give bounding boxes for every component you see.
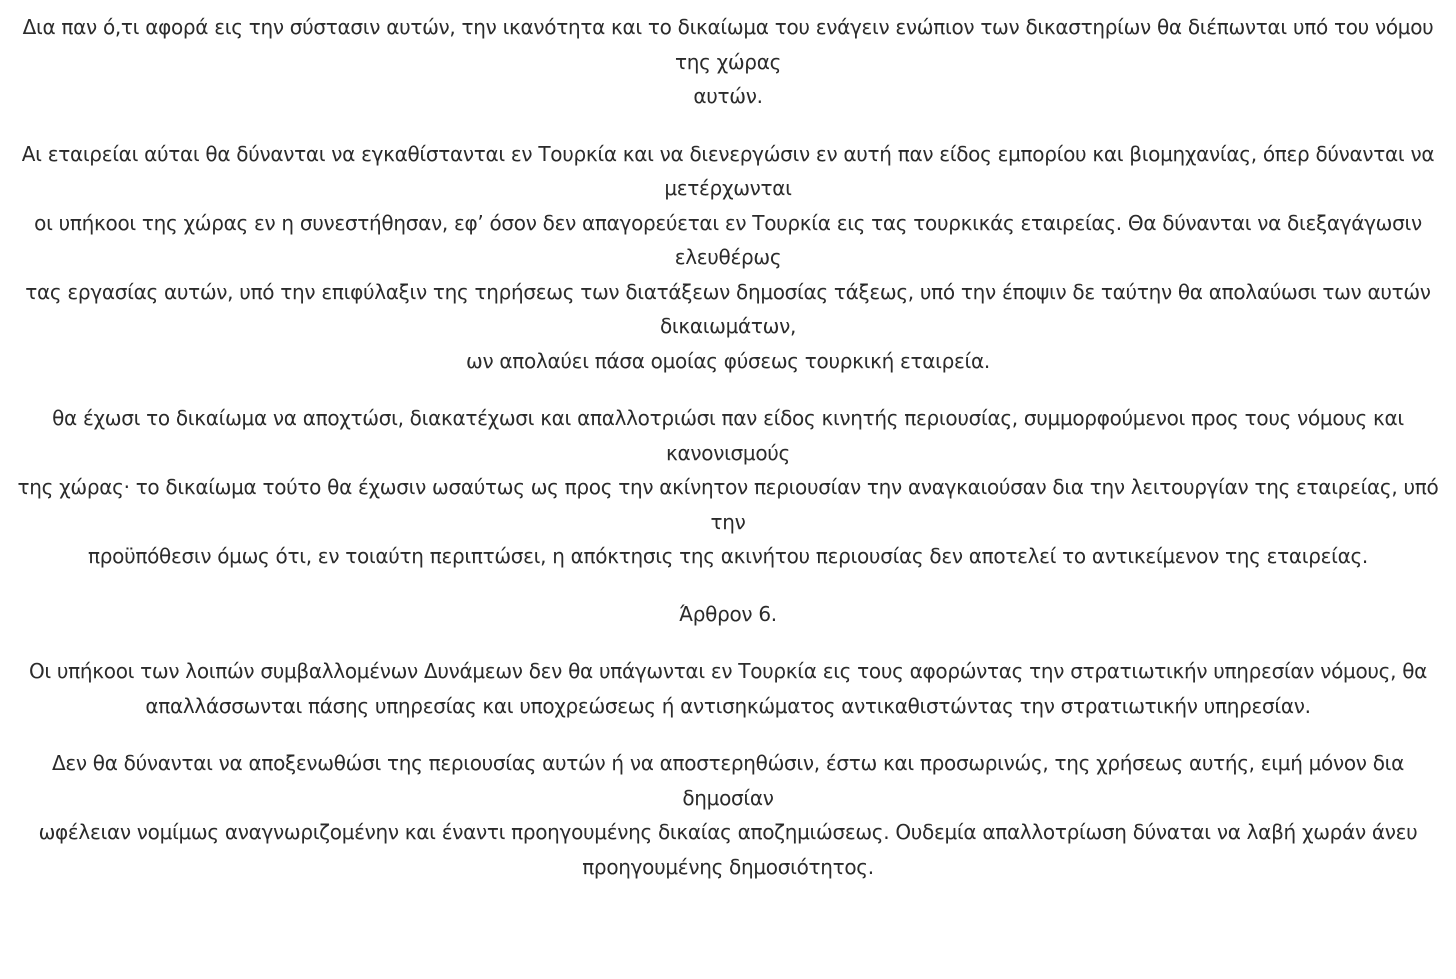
- article-heading: [6, 597, 1450, 632]
- text-line: τας εργασίας αυτών, υπό την επιφύλαξιν της τηρήσεως των διατάξεων δημοσίας τάξεως, υπό την έποψιν δε ταύτην θα απολαύωσι των αυτών δικαιωμάτων,: [25, 279, 1431, 338]
- text-line: προϋπόθεσιν όμως ότι, εν τοιαύτη περιπτώσει, η απόκτησις της ακινήτου περιουσίας δεν αποτελεί το αντικείμενον της εταιρείας.: [88, 544, 1368, 568]
- text-line: Οι υπήκοοι των λοιπών συμβαλλομένων Δυνάμεων δεν θα υπάγωνται εν Τουρκία εις τους αφορώντας την στρατιωτικήν υπηρεσίαν νόμους, θα: [28, 659, 1428, 683]
- paragraph-expropriation: [6, 746, 1450, 884]
- article-title: Άρθρον 6.: [679, 601, 777, 626]
- text-line: αυτών.: [693, 84, 763, 108]
- paragraph-military-service: [6, 654, 1450, 723]
- paragraph-establishment: [6, 137, 1450, 379]
- text-line: ων απολαύει πάσα ομοίας φύσεως τουρκική εταιρεία.: [466, 348, 990, 373]
- text-line: θα έχωσι το δικαίωμα να αποχτώσι, διακατέχωσι και απαλλοτριώσι παν είδος κινητής περιουσίας, συμμορφούμενοι προς τους νόμους και κανονισμούς: [52, 406, 1404, 465]
- paragraph-property-rights: [6, 401, 1450, 574]
- text-line: οι υπήκοοι της χώρας εν η συνεστήθησαν, εφ’ όσον δεν απαγορεύεται εν Τουρκία εις τας τουρκικάς εταιρείας. Θα δύνανται να διεξαγάγωσιν ελευθέρως: [34, 210, 1422, 269]
- paragraph-legal-capacity: [6, 10, 1450, 114]
- text-line: προηγουμένης δημοσιότητος.: [582, 854, 874, 879]
- text-line: απαλλάσσωνται πάσης υπηρεσίας και υποχρεώσεως ή αντισηκώματος αντικαθιστώντας την στρατιωτικήν υπηρεσίαν.: [145, 693, 1311, 718]
- text-line: Δεν θα δύνανται να αποξενωθώσι της περιουσίας αυτών ή να αποστερηθώσιν, έστω και προσωρινώς, της χρήσεως αυτής, ειμή μόνον δια δημοσίαν: [51, 751, 1405, 810]
- text-line: της χώρας· το δικαίωμα τούτο θα έχωσιν ωσαύτως ως προς την ακίνητον περιουσίαν την αναγκαιούσαν δια την λειτουργίαν της εταιρείας, υπό την: [17, 475, 1439, 534]
- text-line: ωφέλειαν νομίμως αναγνωριζομένην και έναντι προηγουμένης δικαίας αποζημιώσεως. Ουδεμία απαλλοτρίωση δύναται να λαβή χωράν άνευ: [38, 820, 1418, 844]
- text-line: Αι εταιρείαι αύται θα δύνανται να εγκαθίστανται εν Τουρκία και να διενεργώσιν εν αυτή παν είδος εμπορίου και βιομηχανίας, όπερ δύνανται να μετέρχωνται: [21, 141, 1435, 200]
- text-line: Δια παν ό,τι αφορά εις την σύστασιν αυτών, την ικανότητα και το δικαίωμα του ενάγειν ενώπιον των δικαστηρίων θα διέπωνται υπό του νόμου της χώρας: [22, 15, 1434, 74]
